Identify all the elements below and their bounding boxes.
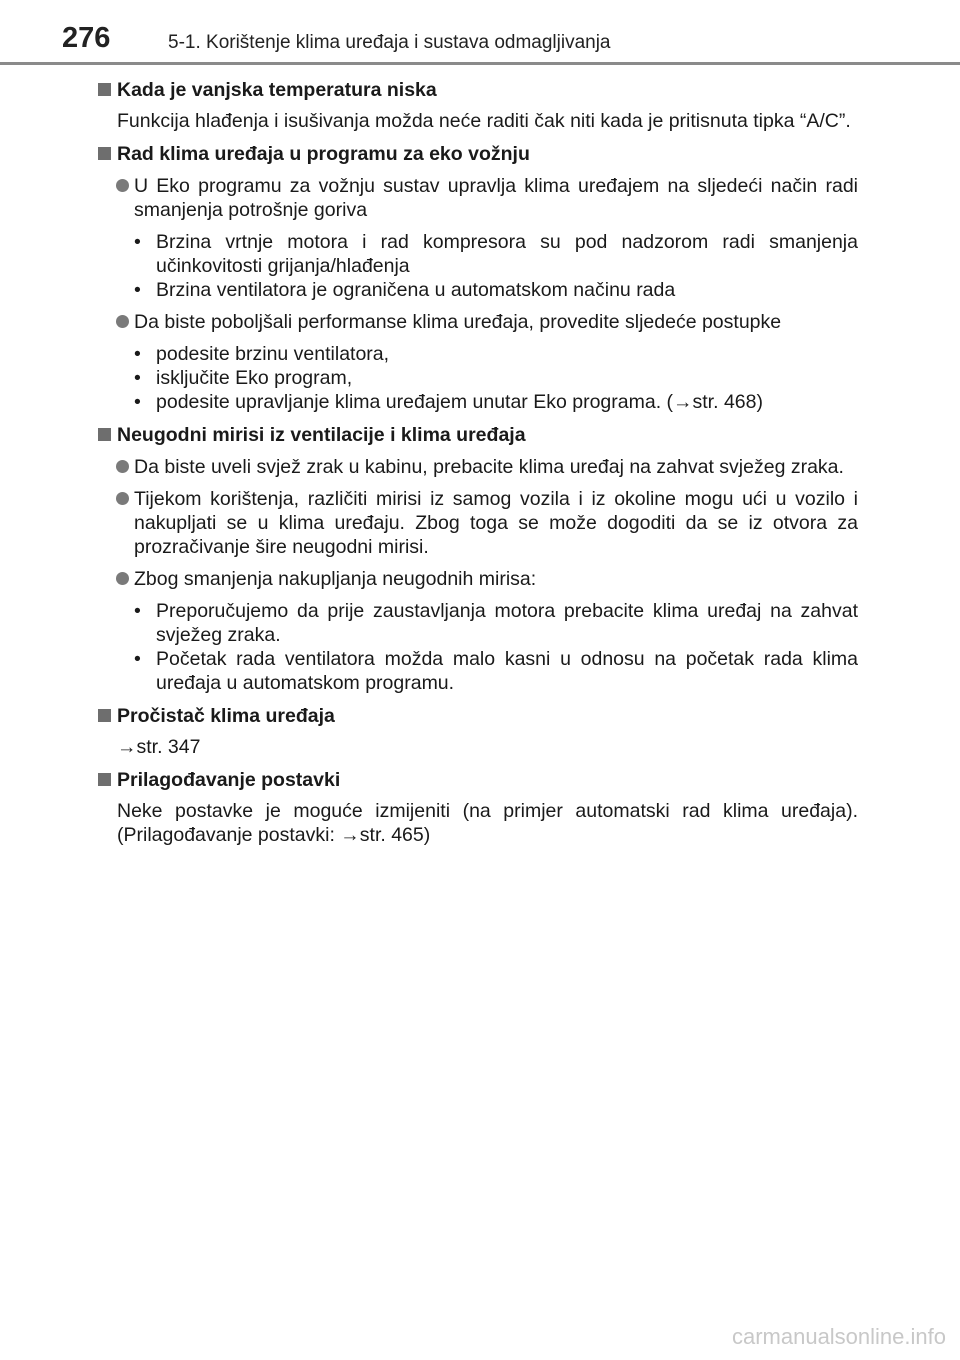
square-bullet-icon <box>98 147 111 160</box>
page-reference-link: podesite upravljanje klima uređajem unutar Eko programa. (→str. 468) <box>156 391 763 413</box>
section-paragraph: Funkcija hlađenja i isušivanja možda neće raditi čak niti kada je pritisnuta tipka “A/C”. <box>117 110 851 132</box>
circle-bullet-icon <box>116 572 129 585</box>
circle-bullet-icon <box>116 492 129 505</box>
page-content <box>98 78 858 847</box>
bullet-list <box>98 230 858 302</box>
bullet-item: • Brzina ventilatora je ograničena u automatskom načinu rada <box>134 279 676 301</box>
bullet-item <box>98 390 858 414</box>
square-bullet-icon <box>98 773 111 786</box>
bullet-dot-icon: • <box>134 231 141 253</box>
bullet-item: • isključite Eko program, <box>134 367 353 389</box>
square-bullet-icon <box>98 83 111 96</box>
list-item: Da biste uveli svjež zrak u kabinu, prebacite klima uređaj na zahvat svježeg zraka. <box>98 455 858 479</box>
circle-bullet-icon <box>116 460 129 473</box>
page-reference-link: →str. 347 <box>117 736 201 758</box>
header-rule <box>0 62 960 65</box>
bullet-dot-icon: • <box>134 343 141 365</box>
bullet-item: • Preporučujemo da prije zaustavljanja motora prebacite klima uređaj na zahvat svježeg zraka. <box>134 600 858 646</box>
bullet-list <box>98 599 858 695</box>
bullet-item: • Brzina vrtnje motora i rad kompresora su pod nadzorom radi smanjenja učinkovitosti grijanja/hlađenja <box>134 231 858 277</box>
list-item: Da biste poboljšali performanse klima uređaja, provedite sljedeće postupke <box>98 310 858 334</box>
chapter-title: 5-1. Korištenje klima uređaja i sustava odmagljivanja <box>168 32 611 53</box>
bullet-dot-icon: • <box>134 279 141 301</box>
section-title: Kada je vanjska temperatura niska <box>98 78 858 102</box>
bullet-dot-icon: • <box>134 648 141 670</box>
bullet-item: • podesite brzinu ventilatora, <box>134 343 390 365</box>
list-item: U Eko programu za vožnju sustav upravlja klima uređajem na sljedeći način radi smanjenja potrošnje goriva <box>98 174 858 222</box>
bullet-list <box>98 342 858 414</box>
section-title: Rad klima uređaja u programu za eko vožnju <box>98 142 858 166</box>
square-bullet-icon <box>98 709 111 722</box>
bullet-dot-icon: • <box>134 600 141 622</box>
list-item: Zbog smanjenja nakupljanja neugodnih mirisa: <box>98 567 858 591</box>
page-header <box>0 0 960 66</box>
watermark: carmanualsonline.info <box>731 1324 946 1349</box>
section-paragraph: Neke postavke je moguće izmijeniti (na primjer automatski rad klima uređaja). (Prilagođavanje postavki: →str. 465) <box>117 800 858 846</box>
section-title: Neugodni mirisi iz ventilacije i klima uređaja <box>98 423 858 447</box>
page-number: 276 <box>62 22 111 54</box>
bullet-dot-icon: • <box>134 367 141 389</box>
circle-bullet-icon <box>116 315 129 328</box>
list-item: Tijekom korištenja, različiti mirisi iz samog vozila i iz okoline mogu ući u vozilo i nakupljati se u klima uređaju. Zbog toga se može dogoditi da se iz otvora za prozračivanje šire neugodni mirisi. <box>98 487 858 559</box>
circle-bullet-icon <box>116 179 129 192</box>
section-title: Prilagođavanje postavki <box>98 768 858 792</box>
square-bullet-icon <box>98 428 111 441</box>
bullet-dot-icon: • <box>134 391 141 413</box>
section-title: Pročistač klima uređaja <box>98 704 858 728</box>
bullet-item: • Početak rada ventilatora možda malo kasni u odnosu na početak rada klima uređaja u automatskom programu. <box>134 648 858 694</box>
